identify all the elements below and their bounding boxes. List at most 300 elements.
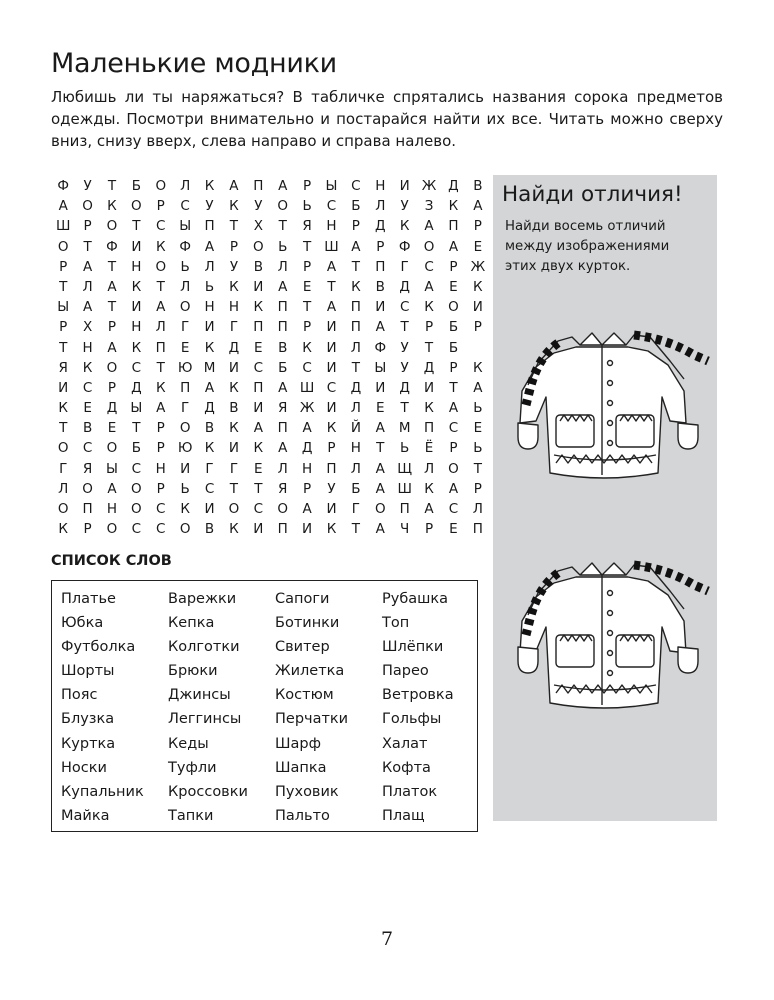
- grid-letter: И: [302, 521, 313, 538]
- grid-letter: А: [278, 278, 288, 295]
- grid-letter: Г: [400, 258, 409, 275]
- grid-letter: Т: [229, 218, 239, 235]
- grid-letter: Р: [424, 521, 434, 538]
- grid-letter: Л: [204, 258, 215, 275]
- grid-letter: П: [423, 420, 435, 437]
- grid-row: [51, 176, 514, 196]
- grid-letter: К: [131, 339, 142, 356]
- grid-letter: О: [82, 198, 93, 215]
- grid-letter: Е: [473, 238, 483, 255]
- grid-letter: С: [424, 258, 434, 275]
- word-list-title: СПИСОК СЛОВ: [51, 553, 172, 569]
- word-list-column: [61, 587, 144, 828]
- grid-letter: К: [253, 299, 264, 316]
- grid-letter: Р: [449, 359, 458, 376]
- grid-letter: О: [374, 501, 386, 517]
- word-list-item: Пояс: [61, 687, 98, 704]
- grid-letter: Ю: [177, 440, 193, 457]
- word-list-item: Кроссовки: [168, 783, 248, 800]
- grid-letter: Т: [254, 480, 263, 497]
- grid-letter: И: [399, 178, 410, 194]
- grid-letter: А: [302, 420, 312, 437]
- grid-letter: К: [448, 198, 459, 215]
- grid-letter: Д: [399, 379, 410, 396]
- grid-letter: Б: [131, 440, 141, 457]
- grid-letter: С: [399, 299, 410, 316]
- grid-row: [51, 479, 514, 499]
- grid-letter: И: [326, 339, 337, 356]
- word-list-item: Костюм: [275, 687, 334, 704]
- grid-letter: К: [399, 218, 410, 235]
- word-list-item: Перчатки: [275, 711, 349, 728]
- grid-letter: Т: [278, 218, 287, 235]
- grid-letter: О: [57, 238, 69, 255]
- grid-letter: Т: [59, 278, 68, 295]
- grid-letter: О: [57, 501, 69, 517]
- grid-letter: Р: [303, 319, 312, 336]
- grid-letter: О: [228, 501, 240, 517]
- word-list-item: Джинсы: [168, 687, 231, 704]
- grid-letter: Г: [205, 460, 214, 477]
- grid-letter: Ф: [179, 238, 191, 255]
- grid-letter: С: [180, 198, 190, 215]
- grid-letter: Ф: [57, 178, 69, 194]
- grid-letter: И: [180, 460, 191, 477]
- grid-letter: А: [473, 198, 483, 215]
- word-list-column: [168, 587, 248, 828]
- grid-letter: А: [448, 238, 459, 255]
- grid-row: [51, 378, 514, 398]
- grid-letter: И: [253, 400, 264, 417]
- grid-letter: Ф: [398, 238, 411, 255]
- grid-letter: О: [253, 238, 264, 255]
- grid-letter: Ы: [374, 359, 387, 376]
- grid-letter: И: [326, 319, 337, 336]
- grid-letter: Ш: [55, 218, 71, 235]
- grid-letter: С: [131, 460, 142, 477]
- grid-letter: А: [302, 501, 312, 517]
- word-list-item: Сапоги: [275, 591, 330, 607]
- grid-letter: Т: [351, 359, 360, 376]
- grid-letter: У: [205, 198, 214, 215]
- grid-letter: С: [131, 521, 142, 538]
- word-list-item: Леггинсы: [168, 711, 242, 728]
- grid-letter: О: [106, 521, 118, 538]
- grid-letter: О: [277, 198, 289, 215]
- grid-letter: Т: [449, 379, 458, 396]
- word-list-item: Колготки: [168, 639, 240, 656]
- grid-letter: П: [82, 501, 93, 517]
- word-list-item: Шарф: [275, 735, 321, 752]
- jacket-illustration-bottom: [498, 535, 718, 735]
- grid-letter: Н: [302, 460, 313, 477]
- grid-letter: К: [229, 278, 239, 295]
- grid-letter: О: [423, 238, 435, 255]
- grid-letter: В: [204, 521, 215, 538]
- grid-letter: С: [156, 218, 166, 235]
- grid-letter: Л: [155, 319, 166, 336]
- grid-letter: К: [155, 238, 166, 255]
- grid-letter: А: [375, 420, 385, 437]
- grid-letter: Б: [448, 319, 459, 336]
- grid-letter: П: [253, 379, 264, 396]
- grid-letter: П: [375, 258, 386, 275]
- grid-letter: Р: [59, 258, 68, 275]
- grid-letter: А: [156, 400, 166, 417]
- grid-letter: Р: [327, 440, 336, 457]
- grid-letter: С: [204, 480, 215, 497]
- grid-row: [51, 499, 514, 519]
- grid-letter: Г: [59, 460, 68, 477]
- grid-letter: В: [82, 420, 93, 437]
- grid-letter: Л: [350, 400, 361, 417]
- grid-letter: Т: [156, 359, 165, 376]
- word-list-item: Кофта: [382, 759, 431, 776]
- letter-grid: [51, 176, 514, 539]
- grid-letter: И: [228, 359, 239, 376]
- grid-letter: И: [472, 299, 483, 316]
- grid-letter: У: [400, 339, 409, 356]
- grid-letter: Х: [253, 218, 263, 235]
- grid-letter: Б: [131, 178, 141, 194]
- grid-letter: Е: [254, 460, 263, 477]
- grid-letter: А: [351, 238, 361, 255]
- grid-letter: К: [424, 400, 434, 417]
- grid-letter: В: [375, 278, 385, 295]
- grid-letter: О: [131, 480, 142, 497]
- grid-letter: А: [424, 501, 434, 517]
- grid-letter: М: [398, 420, 411, 437]
- grid-letter: И: [326, 359, 337, 376]
- grid-letter: А: [278, 178, 288, 194]
- grid-letter: А: [375, 460, 385, 477]
- word-list-item: Платье: [61, 591, 116, 607]
- grid-letter: К: [155, 379, 166, 396]
- grid-letter: Д: [301, 440, 313, 457]
- word-list-item: Блузка: [61, 711, 115, 728]
- grid-letter: Я: [82, 460, 93, 477]
- grid-letter: И: [253, 521, 264, 538]
- grid-letter: Ы: [179, 218, 192, 235]
- grid-letter: П: [472, 521, 483, 538]
- grid-letter: У: [229, 258, 239, 275]
- grid-letter: Р: [83, 521, 92, 538]
- grid-letter: О: [448, 299, 459, 316]
- grid-letter: Ш: [299, 379, 315, 396]
- grid-letter: К: [351, 278, 361, 295]
- grid-letter: Н: [350, 440, 361, 457]
- grid-letter: Д: [131, 379, 142, 396]
- grid-letter: П: [277, 420, 288, 437]
- grid-letter: К: [204, 440, 215, 457]
- word-list-item: Тапки: [168, 807, 214, 824]
- word-list-item: Носки: [61, 759, 107, 776]
- grid-letter: У: [400, 198, 409, 215]
- grid-letter: И: [228, 440, 239, 457]
- grid-letter: Щ: [397, 460, 413, 477]
- grid-letter: К: [326, 521, 337, 538]
- grid-letter: П: [399, 501, 410, 517]
- grid-letter: К: [424, 299, 434, 316]
- grid-letter: О: [82, 480, 93, 497]
- grid-letter: К: [180, 501, 190, 517]
- grid-letter: Т: [59, 339, 68, 356]
- grid-letter: С: [302, 359, 312, 376]
- grid-letter: А: [82, 299, 93, 316]
- grid-letter: Ы: [106, 460, 118, 477]
- grid-letter: Р: [59, 319, 68, 336]
- word-list-item: Кеды: [168, 735, 209, 752]
- grid-letter: Ш: [324, 238, 339, 255]
- grid-letter: Т: [424, 339, 434, 356]
- spot-difference-panel: [493, 175, 717, 821]
- grid-letter: Т: [473, 460, 482, 477]
- grid-letter: Н: [155, 460, 166, 477]
- grid-letter: С: [351, 178, 361, 194]
- grid-letter: С: [156, 501, 166, 517]
- grid-letter: Т: [302, 238, 312, 255]
- grid-letter: Ш: [397, 480, 412, 497]
- grid-letter: Т: [376, 440, 385, 457]
- grid-letter: П: [277, 299, 288, 316]
- grid-letter: О: [448, 460, 459, 477]
- grid-letter: П: [155, 339, 166, 356]
- grid-letter: П: [180, 379, 191, 396]
- grid-letter: Т: [400, 319, 409, 336]
- grid-letter: У: [327, 480, 336, 497]
- grid-letter: Р: [107, 319, 117, 336]
- grid-letter: Р: [473, 218, 482, 235]
- grid-letter: Л: [180, 278, 191, 295]
- word-list-item: Шапка: [275, 759, 327, 776]
- grid-letter: Д: [350, 379, 362, 396]
- grid-letter: С: [82, 440, 93, 457]
- grid-letter: А: [448, 400, 459, 417]
- grid-letter: С: [326, 379, 337, 396]
- grid-letter: К: [326, 420, 337, 437]
- grid-letter: П: [350, 299, 361, 316]
- word-list-item: Жилетка: [275, 663, 345, 680]
- jacket-illustration-top: [498, 305, 718, 505]
- word-list-item: Шорты: [61, 663, 115, 680]
- word-list-item: Куртка: [61, 735, 116, 752]
- word-list-item: Парео: [382, 663, 429, 680]
- word-list-item: Пальто: [275, 807, 330, 824]
- word-list-item: Брюки: [168, 663, 218, 680]
- grid-letter: Я: [278, 400, 288, 417]
- word-list-item: Пуховик: [275, 783, 339, 800]
- grid-letter: П: [253, 319, 264, 336]
- grid-letter: Н: [106, 501, 118, 517]
- grid-letter: К: [204, 178, 215, 194]
- grid-letter: Т: [132, 420, 141, 437]
- grid-letter: С: [448, 501, 459, 517]
- grid-letter: Т: [351, 521, 360, 538]
- grid-letter: А: [156, 299, 166, 316]
- grid-letter: К: [473, 359, 483, 376]
- grid-letter: И: [375, 299, 386, 316]
- grid-letter: Е: [449, 278, 458, 295]
- grid-row: [51, 438, 514, 458]
- word-list-box: [51, 580, 478, 832]
- grid-letter: Р: [473, 480, 482, 497]
- grid-letter: К: [253, 440, 264, 457]
- grid-letter: Н: [131, 258, 142, 275]
- grid-letter: А: [107, 339, 117, 356]
- grid-letter: А: [107, 480, 117, 497]
- grid-letter: А: [253, 420, 263, 437]
- grid-letter: Н: [131, 319, 142, 336]
- grid-letter: И: [58, 379, 69, 396]
- grid-letter: А: [473, 379, 483, 396]
- word-list-item: Туфли: [168, 759, 217, 776]
- grid-letter: Г: [181, 319, 190, 336]
- grid-letter: К: [229, 420, 239, 437]
- grid-letter: Й: [350, 420, 361, 437]
- grid-letter: У: [254, 198, 263, 215]
- grid-letter: Т: [229, 480, 239, 497]
- grid-letter: Ю: [177, 359, 193, 376]
- grid-letter: У: [400, 359, 409, 376]
- grid-letter: И: [253, 278, 264, 295]
- intro-paragraph: Любишь ли ты наряжаться? В табличке спрятались названия сорока предметов одежды. Посмотри внимательно и постарайся найти их все. Читать можно сверху вниз, снизу вверх, слева направо и справа налево.: [51, 88, 723, 150]
- grid-letter: Е: [254, 339, 263, 356]
- grid-letter: Л: [350, 460, 361, 477]
- grid-letter: А: [424, 278, 434, 295]
- grid-letter: А: [82, 258, 93, 275]
- grid-letter: А: [229, 178, 239, 194]
- grid-letter: А: [58, 198, 68, 215]
- grid-letter: Р: [303, 480, 312, 497]
- grid-letter: Л: [277, 258, 288, 275]
- grid-letter: И: [326, 400, 337, 417]
- grid-letter: А: [107, 278, 117, 295]
- grid-letter: Р: [83, 218, 92, 235]
- grid-letter: К: [229, 379, 239, 396]
- page-number: 7: [380, 928, 394, 950]
- grid-letter: Ь: [473, 400, 483, 417]
- grid-letter: Л: [82, 278, 93, 295]
- grid-letter: О: [131, 198, 142, 215]
- grid-letter: Н: [326, 218, 337, 235]
- grid-letter: А: [204, 379, 215, 396]
- grid-letter: О: [106, 440, 118, 457]
- grid-letter: К: [58, 400, 68, 417]
- word-list-column: [382, 587, 454, 828]
- grid-letter: Я: [58, 359, 68, 376]
- grid-letter: Р: [107, 379, 117, 396]
- grid-letter: Г: [229, 460, 239, 477]
- grid-letter: Т: [351, 258, 360, 275]
- grid-letter: Ь: [473, 440, 483, 457]
- grid-letter: С: [448, 420, 459, 437]
- grid-letter: П: [277, 319, 288, 336]
- grid-letter: Е: [180, 339, 190, 356]
- grid-letter: Д: [375, 218, 386, 235]
- grid-letter: Е: [83, 400, 92, 417]
- grid-letter: М: [203, 359, 216, 376]
- word-list-item: Свитер: [275, 639, 330, 656]
- grid-letter: А: [326, 258, 337, 275]
- grid-letter: В: [204, 420, 215, 437]
- grid-letter: Г: [351, 501, 360, 517]
- grid-letter: Р: [156, 480, 165, 497]
- grid-letter: Д: [399, 278, 410, 295]
- word-list-item: Майка: [61, 807, 110, 824]
- grid-letter: Ч: [400, 521, 410, 538]
- grid-letter: Р: [303, 178, 312, 194]
- grid-letter: Д: [228, 339, 240, 356]
- grid-letter: О: [155, 258, 167, 275]
- word-list-item: Купальник: [61, 783, 144, 800]
- grid-letter: Ж: [470, 258, 486, 275]
- grid-letter: Р: [229, 238, 238, 255]
- grid-letter: В: [253, 258, 263, 275]
- grid-letter: О: [179, 521, 191, 538]
- grid-letter: Н: [204, 299, 215, 316]
- grid-letter: Л: [350, 339, 361, 356]
- grid-letter: Ь: [278, 238, 288, 255]
- grid-letter: О: [106, 359, 118, 376]
- grid-letter: А: [326, 299, 337, 316]
- grid-letter: Т: [327, 278, 336, 295]
- grid-letter: И: [131, 238, 142, 255]
- grid-letter: А: [424, 218, 434, 235]
- grid-letter: А: [278, 440, 288, 457]
- grid-letter: А: [375, 521, 385, 538]
- grid-row: [51, 196, 514, 216]
- grid-letter: Н: [82, 339, 93, 356]
- grid-letter: К: [107, 198, 117, 215]
- grid-letter: О: [277, 501, 289, 517]
- grid-letter: Е: [376, 400, 385, 417]
- grid-letter: К: [82, 359, 93, 376]
- grid-letter: Б: [278, 359, 288, 376]
- grid-letter: Р: [376, 238, 385, 255]
- grid-letter: Т: [59, 420, 68, 437]
- grid-letter: Ы: [130, 400, 143, 417]
- grid-letter: К: [131, 278, 142, 295]
- grid-letter: К: [229, 198, 239, 215]
- grid-letter: Х: [82, 319, 93, 336]
- grid-row: [51, 418, 514, 438]
- grid-letter: Ь: [302, 198, 312, 215]
- word-list-item: Футболка: [61, 639, 136, 656]
- grid-row: [51, 358, 514, 378]
- grid-letter: Р: [303, 258, 312, 275]
- grid-letter: О: [106, 218, 118, 235]
- grid-letter: Ь: [400, 440, 410, 457]
- grid-letter: П: [448, 218, 459, 235]
- grid-letter: В: [229, 400, 239, 417]
- grid-letter: Ы: [57, 299, 70, 316]
- grid-letter: Ь: [180, 258, 190, 275]
- grid-letter: И: [326, 501, 337, 517]
- word-list-item: Варежки: [168, 591, 237, 607]
- grid-letter: Ь: [180, 480, 190, 497]
- grid-letter: С: [131, 359, 142, 376]
- grid-letter: Л: [375, 198, 386, 215]
- grid-letter: В: [473, 178, 483, 194]
- word-list-item: Ботинки: [275, 615, 340, 632]
- grid-letter: А: [204, 238, 215, 255]
- grid-letter: Т: [83, 238, 92, 255]
- grid-letter: Е: [473, 420, 483, 437]
- grid-letter: Д: [423, 359, 435, 376]
- grid-letter: Т: [156, 278, 165, 295]
- grid-letter: И: [424, 379, 435, 396]
- grid-letter: Р: [156, 420, 165, 437]
